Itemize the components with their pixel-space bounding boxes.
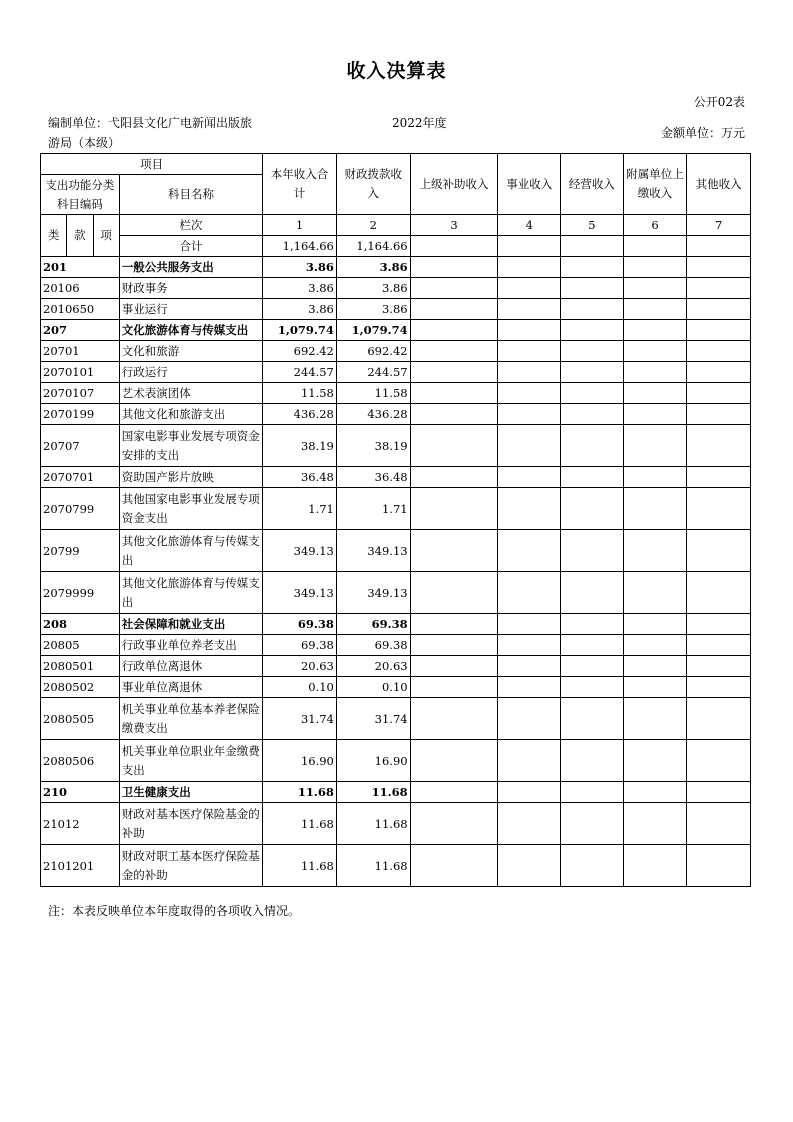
table-row <box>41 383 751 404</box>
subject-code: 2080502 <box>41 677 120 698</box>
subject-code: 208 <box>41 614 120 635</box>
subject-code: 2080505 <box>41 698 120 740</box>
fiscal-income-cell: 11.68 <box>336 845 410 887</box>
empty-cell <box>410 383 498 404</box>
table-note: 注：本表反映单位本年度取得的各项收入情况。 <box>48 904 301 918</box>
header-superior-subsidy: 上级补助收入 <box>410 154 498 215</box>
empty-cell <box>410 614 498 635</box>
subject-code: 2079999 <box>41 572 120 614</box>
subject-name: 国家电影事业发展专项资金安排的支出 <box>119 425 262 467</box>
empty-cell <box>623 278 687 299</box>
empty-cell <box>410 425 498 467</box>
empty-cell <box>498 383 561 404</box>
empty-cell <box>623 740 687 782</box>
table-row <box>41 698 751 740</box>
subject-code: 20701 <box>41 341 120 362</box>
fiscal-income-cell: 1,079.74 <box>336 320 410 341</box>
empty-cell <box>623 530 687 572</box>
table-row <box>41 299 751 320</box>
empty-cell <box>410 845 498 887</box>
subject-code: 210 <box>41 782 120 803</box>
empty-cell <box>561 845 624 887</box>
empty-cell <box>623 488 687 530</box>
empty-cell <box>498 572 561 614</box>
subject-name: 其他文化旅游体育与传媒支出 <box>119 572 262 614</box>
subject-code: 21012 <box>41 803 120 845</box>
subject-name: 事业运行 <box>119 299 262 320</box>
empty-cell <box>623 383 687 404</box>
fiscal-income-cell: 38.19 <box>336 425 410 467</box>
fiscal-year: 2022年度 <box>392 116 447 130</box>
table-row <box>41 677 751 698</box>
empty-cell <box>498 656 561 677</box>
empty-cell <box>687 698 751 740</box>
fiscal-income-cell: 31.74 <box>336 698 410 740</box>
empty-cell <box>561 320 624 341</box>
form-number: 公开02表 <box>693 95 745 109</box>
total-income-cell: 16.90 <box>263 740 337 782</box>
fiscal-income-cell: 69.38 <box>336 614 410 635</box>
money-unit: 金额单位：万元 <box>660 126 745 140</box>
empty-cell <box>410 320 498 341</box>
empty-cell <box>410 803 498 845</box>
col-number-2: 2 <box>336 215 410 236</box>
subject-code: 20707 <box>41 425 120 467</box>
empty-cell <box>410 677 498 698</box>
total-income-cell: 36.48 <box>263 467 337 488</box>
empty-cell <box>410 572 498 614</box>
subject-code: 201 <box>41 257 120 278</box>
income-table <box>40 153 751 887</box>
empty-cell <box>498 740 561 782</box>
total-income-cell: 20.63 <box>263 656 337 677</box>
subject-name: 行政单位离退休 <box>119 656 262 677</box>
empty-cell <box>623 425 687 467</box>
table-row <box>41 803 751 845</box>
fiscal-income-cell: 349.13 <box>336 530 410 572</box>
subject-name: 文化和旅游 <box>119 341 262 362</box>
table-row <box>41 740 751 782</box>
empty-cell <box>498 467 561 488</box>
subject-name: 财政对职工基本医疗保险基金的补助 <box>119 845 262 887</box>
table-row <box>41 320 751 341</box>
fiscal-income-cell: 244.57 <box>336 362 410 383</box>
table-row <box>41 425 751 467</box>
empty-cell <box>561 530 624 572</box>
header-xiang: 项 <box>93 215 119 257</box>
subject-name: 文化旅游体育与传媒支出 <box>119 320 262 341</box>
header-business-income: 事业收入 <box>498 154 561 215</box>
empty-cell <box>561 740 624 782</box>
empty-cell <box>498 257 561 278</box>
col-number-4: 4 <box>498 215 561 236</box>
header-subject-name: 科目名称 <box>119 175 262 215</box>
empty-cell <box>687 299 751 320</box>
empty-cell <box>410 278 498 299</box>
empty-cell <box>498 425 561 467</box>
table-row <box>41 572 751 614</box>
empty-cell <box>623 341 687 362</box>
empty-cell <box>623 677 687 698</box>
empty-cell <box>410 362 498 383</box>
empty-cell <box>561 488 624 530</box>
empty-cell <box>561 614 624 635</box>
page-title: 收入决算表 <box>346 60 447 82</box>
total-income-cell: 31.74 <box>263 698 337 740</box>
empty-cell <box>687 572 751 614</box>
empty-cell <box>623 656 687 677</box>
table-row <box>41 614 751 635</box>
subject-code: 2080506 <box>41 740 120 782</box>
header-function-code: 支出功能分类科目编码 <box>41 175 120 215</box>
empty-cell <box>410 257 498 278</box>
empty-cell <box>561 782 624 803</box>
fiscal-income-cell: 11.58 <box>336 383 410 404</box>
subject-name: 财政对基本医疗保险基金的补助 <box>119 803 262 845</box>
empty-cell <box>687 257 751 278</box>
total-fiscal-value: 1,164.66 <box>336 236 410 257</box>
subject-name: 行政事业单位养老支出 <box>119 635 262 656</box>
empty-cell <box>623 299 687 320</box>
col-number-3: 3 <box>410 215 498 236</box>
subject-code: 2101201 <box>41 845 120 887</box>
total-income-cell: 436.28 <box>263 404 337 425</box>
empty-cell <box>410 698 498 740</box>
subject-code: 2070799 <box>41 488 120 530</box>
empty-cell <box>687 425 751 467</box>
table-row <box>41 467 751 488</box>
total-income-value: 1,164.66 <box>263 236 337 257</box>
total-income-cell: 1.71 <box>263 488 337 530</box>
empty-cell <box>561 677 624 698</box>
empty-cell <box>687 656 751 677</box>
fiscal-income-cell: 20.63 <box>336 656 410 677</box>
empty-cell <box>687 635 751 656</box>
empty-cell <box>623 845 687 887</box>
total-income-cell: 244.57 <box>263 362 337 383</box>
total-income-cell: 69.38 <box>263 635 337 656</box>
table-row <box>41 257 751 278</box>
fiscal-income-cell: 69.38 <box>336 635 410 656</box>
subject-name: 卫生健康支出 <box>119 782 262 803</box>
subject-name: 社会保障和就业支出 <box>119 614 262 635</box>
empty-cell <box>687 320 751 341</box>
empty-cell <box>623 782 687 803</box>
header-lei: 类 <box>41 215 67 257</box>
total-label: 合计 <box>119 236 262 257</box>
empty-cell <box>498 698 561 740</box>
empty-cell <box>687 740 751 782</box>
subject-name: 其他文化旅游体育与传媒支出 <box>119 530 262 572</box>
col-number-5: 5 <box>561 215 624 236</box>
empty-cell <box>410 467 498 488</box>
fiscal-income-cell: 11.68 <box>336 782 410 803</box>
header-item: 项目 <box>41 154 263 175</box>
total-income-cell: 0.10 <box>263 677 337 698</box>
empty-cell <box>410 404 498 425</box>
subject-name: 其他国家电影事业发展专项资金支出 <box>119 488 262 530</box>
subject-name: 机关事业单位职业年金缴费支出 <box>119 740 262 782</box>
empty-cell <box>410 656 498 677</box>
empty-cell <box>623 467 687 488</box>
empty-cell <box>687 677 751 698</box>
empty-cell <box>498 278 561 299</box>
compiling-unit-line1: 编制单位：弋阳县文化广电新闻出版旅 <box>48 116 253 130</box>
empty-cell <box>561 698 624 740</box>
total-income-cell: 11.68 <box>263 845 337 887</box>
empty-cell <box>687 467 751 488</box>
empty-cell <box>410 635 498 656</box>
total-income-cell: 11.68 <box>263 782 337 803</box>
empty-cell <box>623 635 687 656</box>
empty-cell <box>561 362 624 383</box>
empty-cell <box>410 299 498 320</box>
header-lanci: 栏次 <box>119 215 262 236</box>
subject-code: 2070199 <box>41 404 120 425</box>
subject-code: 2010650 <box>41 299 120 320</box>
fiscal-income-cell: 0.10 <box>336 677 410 698</box>
empty-cell <box>623 257 687 278</box>
total-income-cell: 692.42 <box>263 341 337 362</box>
empty-cell <box>561 803 624 845</box>
empty-cell <box>561 404 624 425</box>
table-row <box>41 782 751 803</box>
empty-cell <box>687 845 751 887</box>
empty-cell <box>623 572 687 614</box>
table-row <box>41 341 751 362</box>
compiling-unit-line2: 游局（本级） <box>48 136 121 150</box>
empty-cell <box>687 488 751 530</box>
empty-cell <box>561 278 624 299</box>
col-number-6: 6 <box>623 215 687 236</box>
empty-cell <box>561 341 624 362</box>
empty-cell <box>561 635 624 656</box>
header-operating-income: 经营收入 <box>561 154 624 215</box>
header-affiliated-income: 附属单位上缴收入 <box>623 154 687 215</box>
fiscal-income-cell: 3.86 <box>336 257 410 278</box>
total-income-cell: 3.86 <box>263 299 337 320</box>
empty-cell <box>623 362 687 383</box>
empty-cell <box>561 383 624 404</box>
total-income-cell: 38.19 <box>263 425 337 467</box>
empty-cell <box>498 341 561 362</box>
empty-cell <box>623 803 687 845</box>
table-row <box>41 635 751 656</box>
fiscal-income-cell: 16.90 <box>336 740 410 782</box>
total-income-cell: 3.86 <box>263 278 337 299</box>
subject-name: 一般公共服务支出 <box>119 257 262 278</box>
empty-cell <box>410 488 498 530</box>
empty-cell <box>561 572 624 614</box>
empty-cell <box>687 362 751 383</box>
subject-name: 资助国产影片放映 <box>119 467 262 488</box>
total-income-cell: 3.86 <box>263 257 337 278</box>
table-row <box>41 488 751 530</box>
total-income-cell: 11.58 <box>263 383 337 404</box>
empty-cell <box>498 845 561 887</box>
empty-cell <box>561 257 624 278</box>
empty-cell <box>687 782 751 803</box>
empty-cell <box>687 404 751 425</box>
table-row <box>41 404 751 425</box>
empty-cell <box>561 299 624 320</box>
empty-cell <box>498 320 561 341</box>
empty-cell <box>687 530 751 572</box>
header-total-income: 本年收入合计 <box>263 154 337 215</box>
fiscal-income-cell: 3.86 <box>336 278 410 299</box>
empty-cell <box>623 320 687 341</box>
empty-cell <box>498 803 561 845</box>
fiscal-income-cell: 436.28 <box>336 404 410 425</box>
table-row <box>41 362 751 383</box>
empty-cell <box>687 803 751 845</box>
total-income-cell: 69.38 <box>263 614 337 635</box>
empty-cell <box>498 782 561 803</box>
subject-name: 机关事业单位基本养老保险缴费支出 <box>119 698 262 740</box>
header-fiscal-income: 财政拨款收入 <box>336 154 410 215</box>
empty-cell <box>498 299 561 320</box>
table-row <box>41 530 751 572</box>
empty-cell <box>410 740 498 782</box>
empty-cell <box>623 698 687 740</box>
empty-cell <box>410 341 498 362</box>
empty-cell <box>498 635 561 656</box>
empty-cell <box>498 614 561 635</box>
empty-cell <box>498 362 561 383</box>
total-income-cell: 1,079.74 <box>263 320 337 341</box>
subject-name: 财政事务 <box>119 278 262 299</box>
subject-code: 2070101 <box>41 362 120 383</box>
empty-cell <box>498 530 561 572</box>
empty-cell <box>561 425 624 467</box>
subject-code: 20799 <box>41 530 120 572</box>
subject-code: 2070107 <box>41 383 120 404</box>
col-number-1: 1 <box>263 215 337 236</box>
empty-cell <box>561 467 624 488</box>
empty-cell <box>687 278 751 299</box>
fiscal-income-cell: 11.68 <box>336 803 410 845</box>
empty-cell <box>687 383 751 404</box>
subject-name: 艺术表演团体 <box>119 383 262 404</box>
fiscal-income-cell: 692.42 <box>336 341 410 362</box>
fiscal-income-cell: 36.48 <box>336 467 410 488</box>
table-row <box>41 656 751 677</box>
empty-cell <box>561 656 624 677</box>
empty-cell <box>498 488 561 530</box>
header-kuan: 款 <box>67 215 93 257</box>
table-row <box>41 845 751 887</box>
subject-code: 207 <box>41 320 120 341</box>
subject-name: 行政运行 <box>119 362 262 383</box>
table-row <box>41 278 751 299</box>
empty-cell <box>498 404 561 425</box>
total-income-cell: 349.13 <box>263 572 337 614</box>
fiscal-income-cell: 1.71 <box>336 488 410 530</box>
col-number-7: 7 <box>687 215 751 236</box>
empty-cell <box>410 530 498 572</box>
subject-code: 2080501 <box>41 656 120 677</box>
empty-cell <box>687 341 751 362</box>
subject-code: 20106 <box>41 278 120 299</box>
subject-name: 事业单位离退休 <box>119 677 262 698</box>
empty-cell <box>410 782 498 803</box>
total-income-cell: 11.68 <box>263 803 337 845</box>
subject-name: 其他文化和旅游支出 <box>119 404 262 425</box>
empty-cell <box>623 404 687 425</box>
fiscal-income-cell: 3.86 <box>336 299 410 320</box>
header-other-income: 其他收入 <box>687 154 751 215</box>
subject-code: 2070701 <box>41 467 120 488</box>
total-income-cell: 349.13 <box>263 530 337 572</box>
fiscal-income-cell: 349.13 <box>336 572 410 614</box>
empty-cell <box>498 677 561 698</box>
subject-code: 20805 <box>41 635 120 656</box>
empty-cell <box>687 614 751 635</box>
empty-cell <box>623 614 687 635</box>
